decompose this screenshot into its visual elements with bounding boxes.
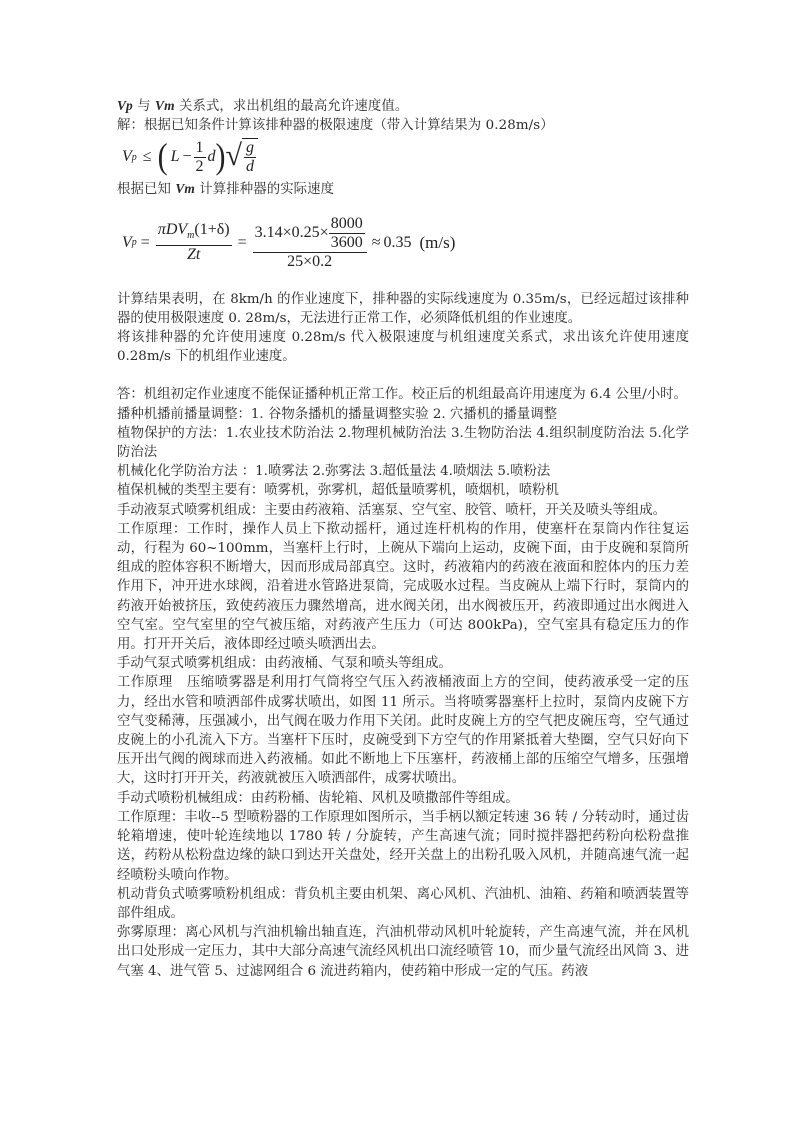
spacer xyxy=(117,366,689,385)
machine-types-paragraph: 植保机械的类型主要有：喷雾机，弥雾机，超低量喷雾机，喷烟机，喷粉机 xyxy=(117,483,559,499)
actual-speed-line: 根据已知 Vm 计算排种器的实际速度 xyxy=(117,181,335,198)
square-root: √ $\frac{g}{d}$ xyxy=(226,138,258,176)
vp-symbol: Vp xyxy=(117,98,133,113)
intro-line: Vp 与 Vm 关系式，求出机组的最高允许速度值。 xyxy=(117,98,409,114)
manual-duster-paragraph: 手动式喷粉机械组成：由药粉桶、齿轮箱、风机及喷撒部件等组成。 xyxy=(117,790,519,806)
chemical-control-methods-paragraph: 机械化化学防治方法 ：1.喷雾法 2.弥雾法 3.超低量法 4.喷烟法 5.喷粉法 xyxy=(117,464,551,480)
solution-line: 解：根据已知条件计算该排种器的极限速度（带入计算结果为 0.28m/s） xyxy=(117,118,554,134)
half-fraction: $\frac{1}{2}$ xyxy=(195,138,204,175)
manual-liquid-pump-sprayer-paragraph: 手动液泵式喷雾机组成：主要由药液箱、活塞泵、空气室、胶管、喷杆，开关及喷头等组成。 xyxy=(117,502,667,518)
mist-principle-paragraph: 弥雾原理：离心风机与汽油机输出轴直连，汽油机带动风机叶轮旋转，产生高速气流，并在风机出口处形成一定压力，其中大部分高速气流经风机出口流经喷管 10，而少量气流经出风筒 3、进气塞 4、进气管 5、过滤网组合 6 流进药箱内，使药箱中形成一定的气压。药液 xyxy=(117,925,689,979)
air-pump-working-principle-paragraph: 工作原理 压缩喷雾器是利用打气筒将空气压入药液桶液面上方的空间，使药液承受一定的压力，经出水管和喷洒部件成雾状喷出，如图 11 所示。当将喷雾器塞杆上拉时，泵筒内皮碗下方空气变稀薄，压强减小，出气阀在吸力作用下关闭。此时皮碗上方的空气把皮碗压弯，空气通过皮碗上的小孔流入下方。当塞杆下压时，皮碗受到下方空气的作用紧抵着大垫圈，空气只好向下压开出气阀的阀球而进入药液桶。如此不断地上下压塞杆，药液桶上部的压缩空气增多，压强增大，这时打开开关，药液就被压入喷洒部件，成雾状喷出。 xyxy=(117,675,689,787)
document-page xyxy=(117,96,689,981)
backpack-mist-duster-paragraph: 机动背负式喷雾喷粉机组成：背负机主要由机架、离心风机、汽油机、油箱、药箱和喷洒装置等部件组成。 xyxy=(117,886,689,921)
result-paragraph: 计算结果表明，在 8km/h 的作业速度下，排种器的实际线速度为 0.35m/s，已经远超过该排种器的使用极限速度 0. 28m/s，无法进行正常工作，必须降低机组的作业速度。 xyxy=(117,291,689,326)
vm-symbol: Vm xyxy=(155,98,175,113)
liquid-pump-working-principle-paragraph: 工作原理：工作时，操作人员上下揿动摇杆，通过连杆机构的作用，使塞杆在泵筒内作往复运动，行程为 60~100mm，当塞杆上行时，上碗从下端向上运动，皮碗下面，由于皮碗和泵筒所组成的腔体容积不断增大，因而形成局部真空。这时，药液箱内的药液在液面和腔体内的压力差作用下，冲开进水球阀，沿着进水管路进泵筒，完成吸水过程。当皮碗从上端下行时，泵筒内的药液开始被挤压，致使药液压力骤然增高，进水阀关闭，出水阀被压开，药液即通过出水阀进入空气室。空气室里的空气被压缩，对药液产生压力（可达 800kPa)，空气室具有稳定压力的作用。打开开关后，液体即经过喷头喷洒出去。 xyxy=(117,521,689,653)
substitution-paragraph: 将该排种器的允许使用速度 0.28m/s 代入极限速度与机组速度关系式，求出该允许使用速度 0.28m/s 下的机组作业速度。 xyxy=(117,330,689,365)
answer-paragraph: 答：机组初定作业速度不能保证播种机正常工作。校正后的机组最高许用速度为 6.4 公里/小时。 xyxy=(117,387,687,403)
seeding-adjustment-paragraph: 播种机播前播量调整：1. 谷物条播机的播量调整实验 2. 穴播机的播量调整 xyxy=(117,406,558,422)
numeric-fraction: 3.14×0.25× $\frac{8000}{3600}$ 25×0.2 xyxy=(253,215,367,271)
plant-protection-methods-paragraph: 植物保护的方法：1.农业技术防治法 2.物理机械防治法 3.生物防治法 4.组织制度防治法 5.化学防治法 xyxy=(117,425,689,461)
speed-fraction: $\frac{\pi DV_m(1+\delta)}{Zt}$ xyxy=(157,221,230,264)
manual-air-pump-sprayer-paragraph: 手动气泵式喷雾机组成：由药液桶、气泵和喷头等组成。 xyxy=(117,656,452,672)
duster-working-principle-paragraph: 工作原理：丰收--5 型喷粉器的工作原理如图所示，当手柄以额定转速 36 转 / 分转动时，通过齿轮箱增速，使叶轮连续地以 1780 转 / 分旋转，产生高速气流；同时搅拌器把药粉向松粉盘推送，药粉从松粉盘边缘的缺口到达开关盘处，经开关盘上的出粉孔吸入风机，并随高速气流一起经喷粉头喷向作物。 xyxy=(117,809,689,883)
limit-speed-formula: V p ≤ ( L − $\frac{1}{2}$ d ) √ $\frac{g}{d}$ xyxy=(117,135,689,179)
actual-speed-formula: V p = $\frac{\pi DV_m(1+\delta)}{Zt}$ = 3.14×0.25× $\frac{8000}{3600}$ 25×0.2 ≈ 0.35 (m/s) xyxy=(122,214,456,270)
